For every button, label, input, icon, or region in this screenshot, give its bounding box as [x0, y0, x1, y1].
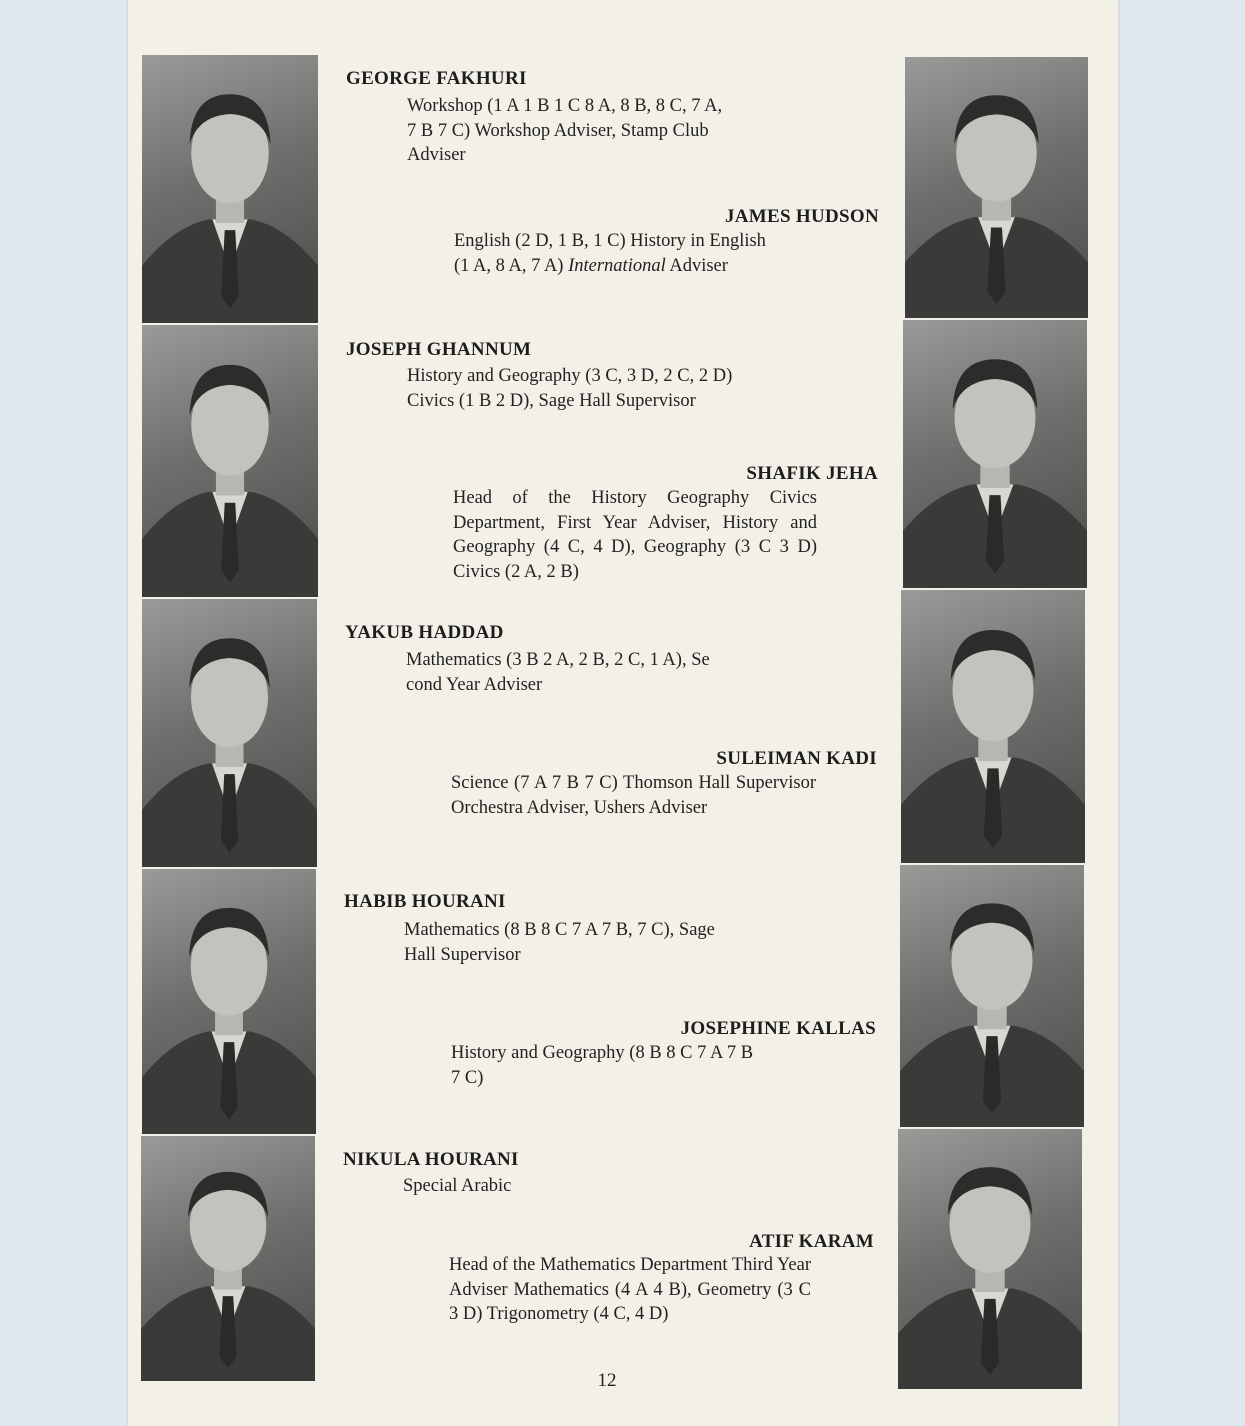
faculty-description: Workshop (1 A 1 B 1 C 8 A, 8 B, 8 C, 7 A, 7 B 7 C) Workshop Adviser, Stamp Club Adviser: [407, 96, 723, 165]
faculty-name: HABIB HOURANI: [344, 891, 506, 912]
faculty-name: SULEIMAN KADI: [716, 748, 877, 769]
faculty-name: SHAFIK JEHA: [746, 463, 878, 484]
portrait-photo-josephine-kallas: [900, 865, 1084, 1127]
portrait-photo-suleiman-kadi: [901, 590, 1085, 863]
portrait-photo-james-hudson: [905, 57, 1088, 318]
faculty-name: YAKUB HADDAD: [345, 622, 504, 643]
description-italic-text: International: [568, 255, 666, 276]
faculty-description: Mathematics (8 B 8 C 7 A 7 B, 7 C), Sage Hall Supervisor: [404, 920, 715, 965]
faculty-name: NIKULA HOURANI: [343, 1149, 519, 1170]
portrait-photo-shafik-jeha: [903, 320, 1087, 588]
faculty-name: ATIF KARAM: [749, 1231, 874, 1252]
description-text: English (2 D, 1 B, 1 C) History in English (1 A, 8 A, 7 A): [454, 231, 766, 276]
portrait-photo-atif-karam: [898, 1129, 1082, 1389]
faculty-description: Science (7 A 7 B 7 C) Thomson Hall Supervisor Orchestra Adviser, Ushers Adviser: [451, 773, 816, 818]
faculty-description: Head of the History Geography Civics Department, First Year Adviser, History and Geography (4 C, 4 D), Geography (3 C 3 D) Civics (2 A, 2 B): [453, 488, 817, 582]
portrait-photo-habib-hourani: [142, 869, 316, 1134]
faculty-name: JAMES HUDSON: [724, 206, 879, 227]
description-text: Adviser: [669, 255, 728, 276]
faculty-description: History and Geography (8 B 8 C 7 A 7 B 7 C): [451, 1043, 754, 1088]
faculty-name: JOSEPHINE KALLAS: [680, 1018, 876, 1039]
portrait-photo-nikula-hourani: [141, 1136, 315, 1381]
faculty-name: JOSEPH GHANNUM: [346, 339, 532, 360]
portrait-photo-joseph-ghannum: [142, 325, 318, 597]
portrait-photo-yakub-haddad: [142, 599, 317, 867]
faculty-description: Special Arabic: [403, 1176, 512, 1196]
faculty-description: Head of the Mathematics Department Third Year Adviser Mathematics (4 A 4 B), Geometry (3 C 3 D) Trigonometry (4 C, 4 D): [449, 1255, 811, 1324]
faculty-description: History and Geography (3 C, 3 D, 2 C, 2 D) Civics (1 B 2 D), Sage Hall Supervisor: [407, 366, 733, 411]
faculty-description: Mathematics (3 B 2 A, 2 B, 2 C, 1 A), Se cond Year Adviser: [406, 650, 710, 695]
faculty-name: GEORGE FAKHURI: [346, 68, 527, 89]
faculty-description: [454, 229, 834, 278]
page-number: 12: [597, 1370, 617, 1391]
portrait-photo-george-fakhuri: [142, 55, 318, 323]
